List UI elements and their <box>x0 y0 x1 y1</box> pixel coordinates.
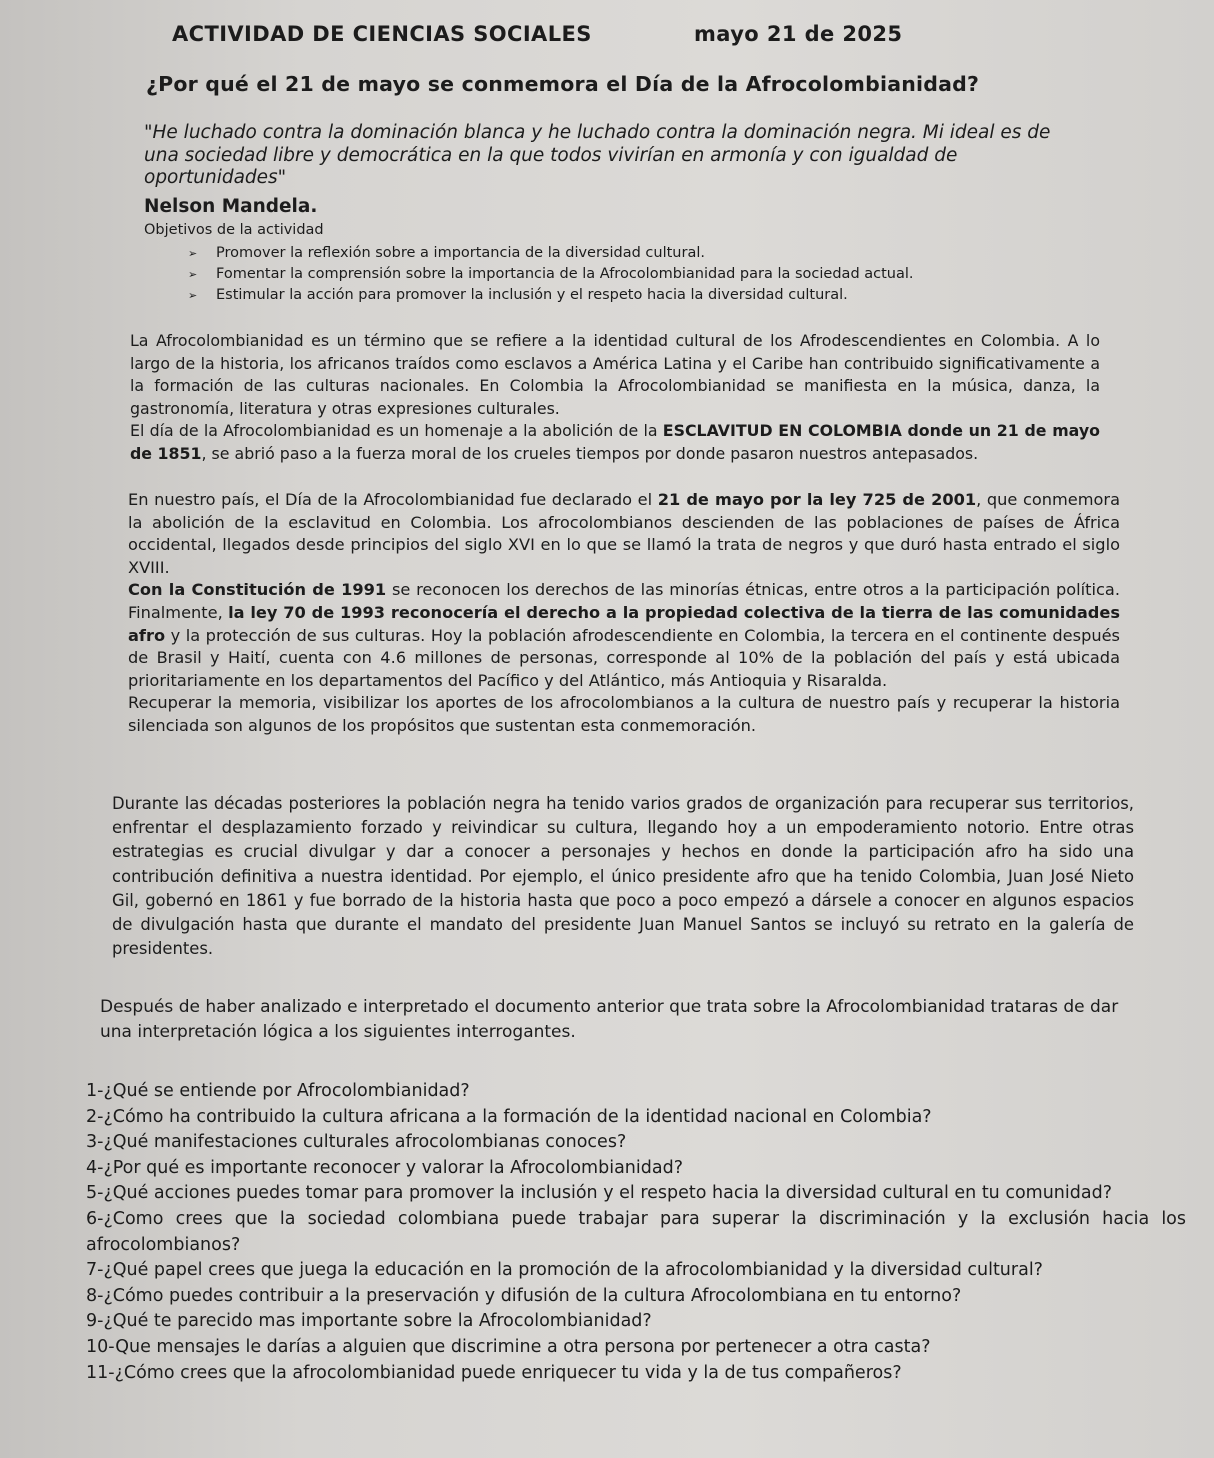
paragraph-history <box>128 489 1120 738</box>
activity-date: mayo 21 de 2025 <box>694 22 903 46</box>
paragraph-bold-text: Con la Constitución de 1991 <box>128 580 387 600</box>
paragraph-text: , se abrió paso a la fuerza moral de los crueles tiempos por donde pasaron nuestros antepasados. <box>201 443 979 463</box>
quote-author: Nelson Mandela. <box>144 196 318 217</box>
paragraph-text: En nuestro país, el Día de la Afrocolombianidad fue declarado el <box>128 490 658 509</box>
paragraph-instructions: Después de haber analizado e interpretado el documento anterior que trata sobre la Afrocolombianidad trataras de dar una interpretación lógica a los siguientes interrogantes. <box>100 997 1119 1042</box>
question-item: 5-¿Qué acciones puedes tomar para promover la inclusión y el respeto hacia la diversidad cultural en tu comunidad? <box>86 1183 1112 1204</box>
paragraph-bold-text: la ley 70 de 1993 reconocería el derecho a la propiedad colectiva de la tierra de las comunidades afro <box>128 602 1121 645</box>
question-item: 1-¿Qué se entiende por Afrocolombianidad? <box>86 1081 470 1101</box>
questions-list <box>86 1079 1186 1386</box>
main-question: ¿Por qué el 21 de mayo se conmemora el Día de la Afrocolombianidad? <box>146 72 980 96</box>
objectives-title: Objetivos de la actividad <box>144 222 324 238</box>
question-item: 3-¿Qué manifestaciones culturales afrocolombianas conoces? <box>86 1132 627 1153</box>
paragraph-bold-text: 21 de mayo por la ley 725 de 2001 <box>657 490 977 509</box>
paragraph-text: Recuperar la memoria, visibilizar los aportes de los afrocolombianos a la cultura de nuestro país y recuperar la historia silenciada son algunos de los propósitos que sustentan esta conmemoración. <box>128 693 1120 735</box>
paragraph-text: , que conmemora la abolición de la esclavitud en Colombia. Los afrocolombianos descienden de las poblaciones de países de África occidental, llegados desde principios del siglo XVI en lo que se llamó la trata de negros y que duró hasta entrado el siglo XVIII. <box>128 490 1121 577</box>
paragraph-organization: Durante las décadas posteriores la población negra ha tenido varios grados de organización para recuperar sus territorios, enfrentar el desplazamiento forzado y reivindicar su cultura, llegando hoy a un empoderamiento notorio. Entre otras estrategias es crucial divulgar y dar a conocer a personajes y hechos en donde la participación afro ha sido una contribución definitiva a nuestra identidad. Por ejemplo, el único presidente afro que ha tenido Colombia, Juan José Nieto Gil, gobernó en 1861 y fue borrado de la historia hasta que poco a poco empezó a dársele a conocer en algunos espacios de divulgación hasta que durante el mandato del presidente Juan Manuel Santos se incluyó su retrato en la galería de presidentes. <box>112 794 1134 959</box>
paragraph-bold-text: ESCLAVITUD EN COLOMBIA donde un 21 de mayo de 1851 <box>130 421 1100 463</box>
paragraph-afrocolombianidad <box>130 330 1100 466</box>
objectives-list <box>188 243 914 306</box>
mandela-quote: "He luchado contra la dominación blanca y he luchado contra la dominación negra. Mi ideal es de una sociedad libre y democrática en la que todos vivirían en armonía y con igualdad de oportunidades" <box>144 122 1051 188</box>
question-item: 7-¿Qué papel crees que juega la educación en la promoción de la afrocolombianidad y la diversidad cultural? <box>86 1260 1043 1281</box>
activity-title: ACTIVIDAD DE CIENCIAS SOCIALES <box>172 22 592 46</box>
paragraph-text: y la protección de sus culturas. Hoy la población afrodescendiente en Colombia, la tercera en el continente después de Brasil y Haití, cuenta con 4.6 millones de personas, corresponde al 10% de la población del país y está ubicada prioritariamente en los departamentos del Pacífico y del Atlántico, más Antioquia y Risaralda. <box>128 625 1120 690</box>
question-item: 4-¿Por qué es importante reconocer y valorar la Afrocolombianidad? <box>86 1157 683 1178</box>
paragraph-text: se reconocen los derechos de las minorías étnicas, entre otros a la participación política. Finalmente, <box>128 580 1120 622</box>
question-item: 6-¿Como crees que la sociedad colombiana puede trabajar para superar la discriminación y la exclusión hacia los afrocolombianos? <box>86 1208 1186 1255</box>
question-item: 8-¿Cómo puedes contribuir a la preservación y difusión de la cultura Afrocolombiana en tu entorno? <box>86 1285 962 1306</box>
paragraph-text: La Afrocolombianidad es un término que se refiere a la identidad cultural de los Afrodescendientes en Colombia. A lo largo de la historia, los africanos traídos como esclavos a América Latina y el Caribe han contribuido significativamente a la formación de las culturas nacionales. En Colombia la Afrocolombianidad se manifiesta en la música, danza, la gastronomía, literatura y otras expresiones culturales. <box>130 331 1100 418</box>
paragraph-text: El día de la Afrocolombianidad es un homenaje a la abolición de la <box>130 421 663 441</box>
question-item: 11-¿Cómo crees que la afrocolombianidad puede enriquecer tu vida y la de tus compañeros? <box>86 1362 902 1383</box>
objective-item: ➢ Estimular la acción para promover la inclusión y el respeto hacia la diversidad cultural. <box>188 285 914 306</box>
question-item: 9-¿Qué te parecido mas importante sobre la Afrocolombianidad? <box>86 1311 652 1332</box>
objective-item: ➢ Fomentar la comprensión sobre la importancia de la Afrocolombianidad para la sociedad actual. <box>188 264 914 285</box>
question-item: 10-Que mensajes le darías a alguien que discrimine a otra persona por pertenecer a otra casta? <box>86 1336 931 1357</box>
question-item: 2-¿Cómo ha contribuido la cultura africana a la formación de la identidad nacional en Colombia? <box>86 1106 932 1127</box>
objective-item: ➢ Promover la reflexión sobre a importancia de la diversidad cultural. <box>188 243 914 264</box>
